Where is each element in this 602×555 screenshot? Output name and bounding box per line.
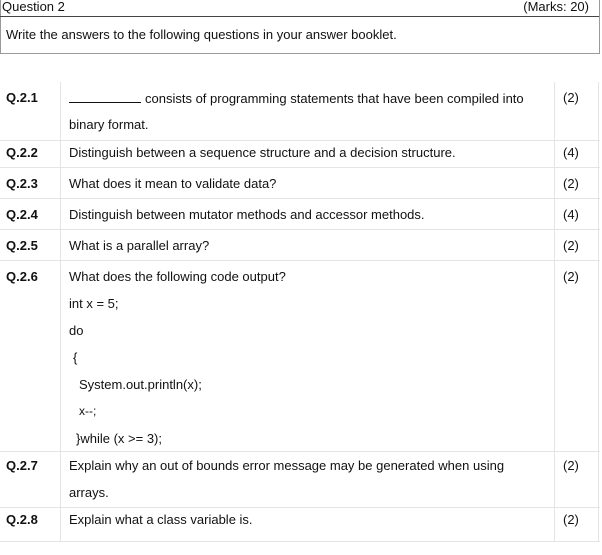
question-text-line2: arrays. bbox=[69, 485, 109, 500]
code-line: }while (x >= 3); bbox=[76, 431, 162, 446]
code-line: { bbox=[73, 350, 78, 365]
row-separator bbox=[0, 451, 600, 452]
question-text: Distinguish between a sequence structure and a decision structure. bbox=[69, 145, 456, 160]
answer-blank bbox=[69, 90, 141, 103]
question-number: Q.2.6 bbox=[6, 269, 38, 284]
code-line: x--; bbox=[79, 404, 97, 418]
question-number: Q.2.2 bbox=[6, 145, 38, 160]
question-title: Question 2 bbox=[2, 0, 65, 14]
question-mark: (4) bbox=[563, 145, 579, 160]
table-right-border bbox=[598, 82, 599, 542]
question-text: What does it mean to validate data? bbox=[69, 176, 277, 191]
question-number: Q.2.7 bbox=[6, 458, 38, 473]
question-number: Q.2.8 bbox=[6, 512, 38, 527]
question-mark: (2) bbox=[563, 90, 579, 105]
row-separator bbox=[0, 198, 600, 199]
row-separator bbox=[0, 260, 600, 261]
code-line: do bbox=[69, 323, 84, 338]
instruction-text: Write the answers to the following questions in your answer booklet. bbox=[6, 27, 397, 42]
question-text: What does the following code output? bbox=[69, 269, 286, 284]
table-bottom-border bbox=[0, 541, 600, 542]
question-number: Q.2.4 bbox=[6, 207, 38, 222]
row-separator bbox=[0, 167, 600, 168]
question-text bbox=[69, 90, 524, 106]
question-text: Explain what a class variable is. bbox=[69, 512, 253, 527]
question-mark: (2) bbox=[563, 458, 579, 473]
question-text-line1: Explain why an out of bounds error message may be generated when using bbox=[69, 458, 505, 473]
question-number: Q.2.3 bbox=[6, 176, 38, 191]
marks-label: (Marks: 20) bbox=[523, 0, 589, 14]
row-separator bbox=[0, 507, 600, 508]
row-separator bbox=[0, 229, 600, 230]
question-mark: (2) bbox=[563, 269, 579, 284]
question-text: What is a parallel array? bbox=[69, 238, 210, 253]
code-line: int x = 5; bbox=[69, 296, 119, 311]
question-text-line2: binary format. bbox=[69, 117, 149, 132]
column-divider-right bbox=[554, 82, 555, 542]
question-number: Q.2.1 bbox=[6, 90, 38, 105]
question-number: Q.2.5 bbox=[6, 238, 38, 253]
question-mark: (2) bbox=[563, 238, 579, 253]
question-mark: (2) bbox=[563, 512, 579, 527]
question-text: Distinguish between mutator methods and accessor methods. bbox=[69, 207, 425, 222]
header-divider bbox=[0, 16, 599, 17]
column-divider-left bbox=[60, 82, 61, 542]
question-text-line1: consists of programming statements that have been compiled into bbox=[145, 91, 524, 106]
question-mark: (4) bbox=[563, 207, 579, 222]
code-line: System.out.println(x); bbox=[79, 377, 202, 392]
question-mark: (2) bbox=[563, 176, 579, 191]
row-separator bbox=[0, 140, 600, 141]
